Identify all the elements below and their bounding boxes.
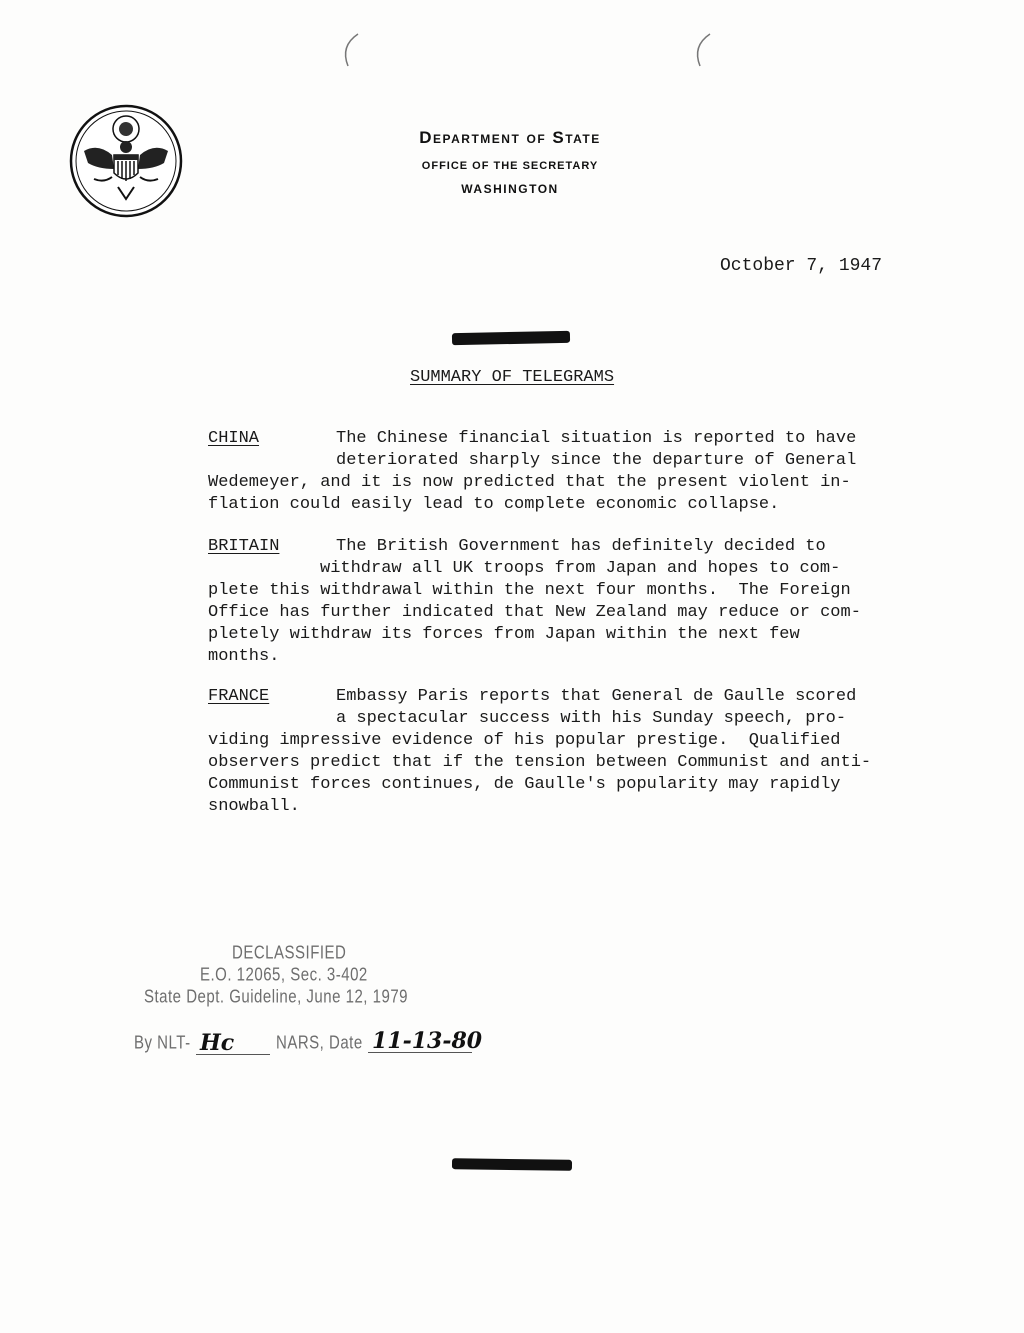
section-line: withdraw all UK troops from Japan and hopes to com-	[320, 559, 841, 578]
declassified-stamp-heading: DECLASSIFIED	[232, 942, 347, 964]
section-line: a spectacular success with his Sunday speech, pro-	[336, 709, 847, 728]
declassified-stamp-nars-label: NARS, Date	[276, 1032, 363, 1054]
section-heading: CHINA	[208, 429, 260, 448]
section-line: Embassy Paris reports that General de Gaulle scored	[336, 687, 857, 706]
section-line: snowball.	[208, 797, 300, 816]
letterhead-office: OFFICE OF THE SECRETARY	[421, 160, 599, 172]
redacted-classification-top	[452, 331, 570, 345]
department-seal-icon	[68, 103, 184, 219]
signature-line	[196, 1054, 270, 1055]
section-heading: FRANCE	[208, 687, 270, 706]
declassified-stamp-order: E.O. 12065, Sec. 3-402	[200, 964, 368, 986]
punch-hole-right	[688, 30, 718, 70]
section-line: plete this withdrawal within the next four months. The Foreign	[208, 581, 851, 600]
redacted-classification-bottom	[452, 1158, 572, 1171]
section-line: Wedemeyer, and it is now predicted that the present violent in-	[208, 473, 851, 492]
section-line: viding impressive evidence of his popular prestige. Qualified	[208, 731, 841, 750]
letterhead-city: WASHINGTON	[461, 182, 559, 196]
section-line: Office has further indicated that New Zealand may reduce or com-	[208, 603, 861, 622]
declassified-initials: Hc	[200, 1030, 235, 1056]
section-line: pletely withdraw its forces from Japan within the next few	[208, 625, 800, 644]
section-line: The Chinese financial situation is reported to have	[336, 429, 857, 448]
section-line: deteriorated sharply since the departure of General	[336, 451, 857, 470]
section-line: flation could easily lead to complete economic collapse.	[208, 495, 780, 514]
section-line: observers predict that if the tension between Communist and anti-	[208, 753, 872, 772]
document-date: October 7, 1947	[720, 256, 883, 276]
declassified-stamp-guideline: State Dept. Guideline, June 12, 1979	[144, 986, 409, 1008]
document-title: SUMMARY OF TELEGRAMS	[410, 368, 615, 387]
punch-hole-left	[336, 30, 366, 70]
section-line: The British Government has definitely decided to	[336, 537, 826, 556]
declassified-stamp-by-label: By NLT-	[134, 1032, 191, 1054]
letterhead-department: Department of State	[419, 128, 601, 147]
declassified-date: 11-13-80	[372, 1028, 483, 1054]
section-line: months.	[208, 647, 280, 666]
section-line: Communist forces continues, de Gaulle's popularity may rapidly	[208, 775, 841, 794]
section-heading: BRITAIN	[208, 537, 280, 556]
date-line	[368, 1052, 472, 1053]
